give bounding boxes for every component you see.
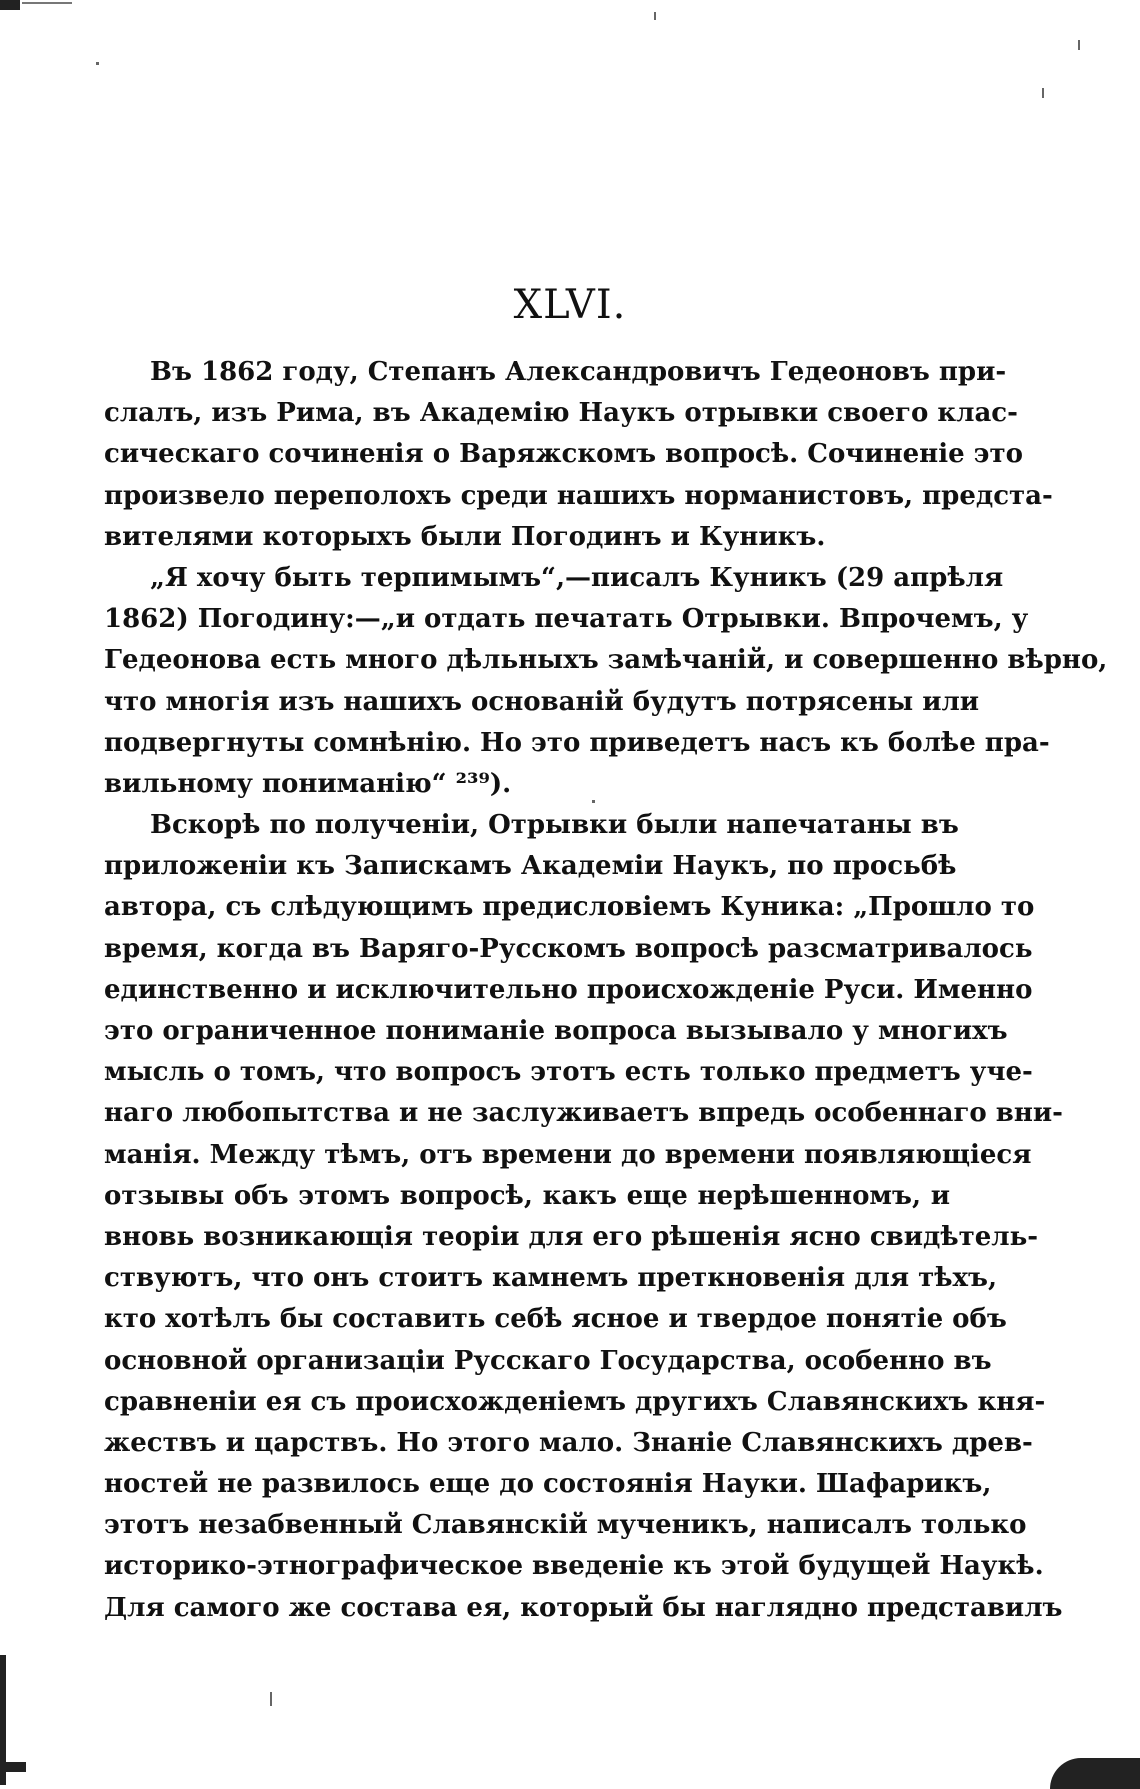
scan-artifact [22, 2, 72, 4]
text-line: „Я хочу быть терпимымъ“,—писалъ Куникъ (29 апрѣля [150, 562, 1004, 593]
text-line: сическаго сочиненія о Варяжскомъ вопросѣ. Сочиненіе это [104, 439, 1023, 470]
text-line: ствуютъ, что онъ стоитъ камнемъ преткновенія для тѣхъ, [104, 1263, 998, 1294]
text-line: кто хотѣлъ бы составить себѣ ясное и твердое понятіе объ [104, 1304, 1007, 1335]
text-line: Вскорѣ по полученіи, Отрывки были напечатаны въ [150, 810, 959, 841]
text-line: Гедеонова есть много дѣльныхъ замѣчаній, и совершенно вѣрно, [104, 645, 1108, 676]
text-line: вновь возникающія теоріи для его рѣшенія ясно свидѣтель- [104, 1221, 1039, 1252]
text-line: 1862) Погодину:—„и отдать печатать Отрывки. Впрочемъ, у [104, 604, 1029, 635]
text-line: слалъ, изъ Рима, въ Академію Наукъ отрывки своего клас- [104, 398, 1018, 429]
scan-artifact [270, 1692, 272, 1706]
text-line: единственно и исключительно происхожденіе Руси. Именно [104, 974, 1033, 1005]
scan-artifact [1078, 40, 1080, 50]
text-line: жествъ и царствъ. Но этого мало. Знаніе Славянскихъ древ- [104, 1427, 1033, 1458]
scan-artifact [96, 62, 99, 65]
scan-artifact [0, 1762, 26, 1772]
text-line: сравненіи ея съ происхожденіемъ другихъ Славянскихъ кня- [104, 1386, 1046, 1417]
scan-artifact [1050, 1758, 1140, 1789]
text-line: основной организаціи Русскаго Государства, особенно въ [104, 1345, 992, 1376]
text-line: приложеніи къ Запискамъ Академіи Наукъ, по просьбѣ [104, 851, 957, 882]
text-line: наго любопытства и не заслуживаетъ впредь особеннаго вни- [104, 1098, 1063, 1129]
body-text [104, 352, 1108, 1629]
text-line: мысль о томъ, что вопросъ этотъ есть только предметъ уче- [104, 1057, 1033, 1088]
text-line: историко-этнографическое введеніе къ этой будущей Наукѣ. [104, 1551, 1044, 1582]
scan-artifact [0, 0, 20, 10]
text-line: ностей не развилось еще до состоянія Науки. Шафарикъ, [104, 1469, 992, 1500]
text-line: отзывы объ этомъ вопросѣ, какъ еще нерѣшенномъ, и [104, 1180, 950, 1211]
text-line: подвергнуты сомнѣнію. Но это приведетъ насъ къ болѣе пра- [104, 727, 1050, 758]
scan-artifact [654, 12, 656, 20]
text-line: этотъ незабвенный Славянскій мученикъ, написалъ только [104, 1510, 1027, 1541]
text-line: Для самого же состава ея, который бы наглядно представилъ [104, 1592, 1063, 1623]
text-line: манія. Между тѣмъ, отъ времени до времени появляющіеся [104, 1139, 1032, 1170]
text-line: произвело переполохъ среди нашихъ норманистовъ, предста- [104, 480, 1053, 511]
text-line: время, когда въ Варяго-Русскомъ вопросѣ разсматривалось [104, 933, 1033, 964]
text-line: это ограниченное пониманіе вопроса вызывало у многихъ [104, 1016, 1008, 1046]
text-line: что многія изъ нашихъ основаній будутъ потрясены или [104, 686, 980, 717]
text-line: вителями которыхъ были Погодинъ и Куникъ. [104, 521, 826, 552]
chapter-title: XLVI. [513, 282, 627, 328]
text-line: вильному пониманію“ ²³⁹). [104, 768, 512, 799]
text-line: автора, съ слѣдующимъ предисловіемъ Куника: „Прошло то [104, 892, 1035, 923]
text-line: Въ 1862 году, Степанъ Александровичъ Гедеоновъ при- [150, 357, 1007, 387]
scan-artifact [1042, 88, 1044, 98]
